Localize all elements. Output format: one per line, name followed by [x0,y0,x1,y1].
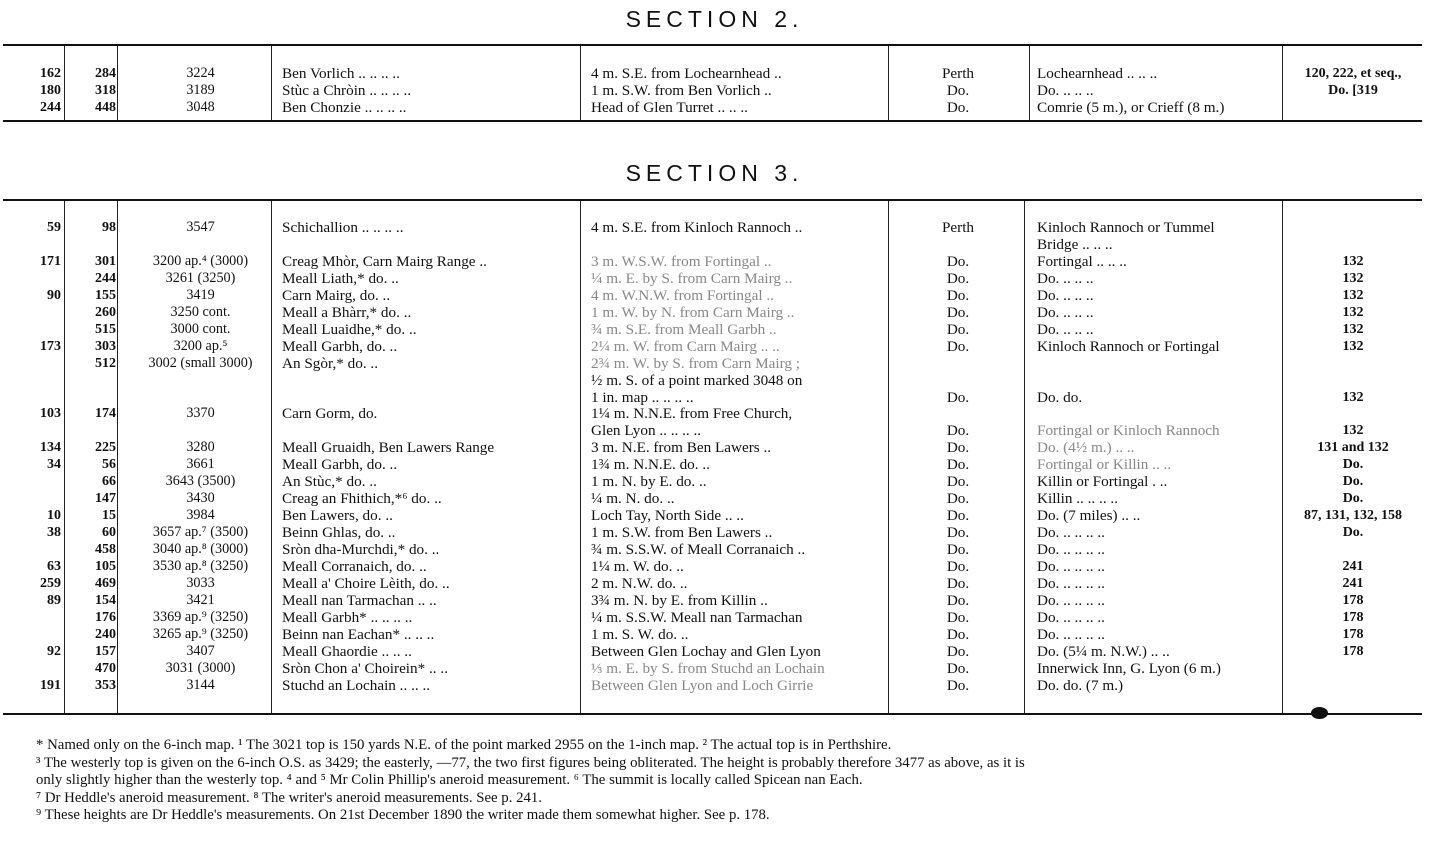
county-cell: Do. [946,642,970,660]
position-cell: 1¼ m. W. do. .. [591,558,684,575]
position-cell: Glen Lyon .. .. .. .. [591,422,702,440]
name-cell [282,236,572,253]
table-row [3,507,1422,524]
top-rank: 155 [95,287,116,303]
height-cell: 3000 cont. [170,320,231,337]
height-cell [133,422,268,439]
top-rank: 147 [95,491,116,507]
reference-cell: Do. [1342,491,1364,507]
peak-rank [3,422,61,439]
access-cell: Fortingal or Killin .. .. [1037,456,1172,474]
reference-cell [1284,372,1422,389]
height-cell: 3031 (3000) [165,659,236,676]
peak-rank [3,541,61,558]
county-cell [893,355,1023,372]
reference-cell: 178 [1342,626,1364,642]
position-cell: 3 m. N.E. from Ben Lawers .. [591,439,772,457]
reference-cell [1284,660,1422,677]
peak-rank [3,321,61,338]
table-row [3,372,1422,389]
peak-rank [3,473,61,490]
name-cell: Sròn Chon a' Choirein* .. .. [282,659,448,677]
table-row [3,355,1422,372]
reference-cell: 131 and 132 [1317,440,1389,456]
section-2-title: SECTION 2. [625,6,804,32]
access-cell: Lochearnhead .. .. .. [1037,65,1158,82]
height-cell: 3224 [186,65,215,81]
position-cell: Head of Glen Turret .. .. .. [591,99,748,116]
peak-rank [3,304,61,321]
access-cell: Do. .. .. .. .. [1037,558,1105,575]
top-rank: 512 [95,355,116,371]
height-cell: 3430 [186,490,215,507]
reference-cell [1284,405,1422,422]
county-cell: Do. [946,524,970,542]
height-cell: 3033 [186,574,215,591]
table-row [3,626,1422,643]
peak-rank [3,355,61,372]
access-cell: Kinloch Rannoch or Fortingal [1037,337,1220,355]
reference-cell: 87, 131, 132, 158 [1304,508,1402,524]
table-row [3,389,1422,406]
access-cell: Killin or Fortingal . .. [1037,473,1168,491]
top-rank [65,372,116,389]
table-row [3,660,1422,677]
county-cell: Do. [946,439,970,457]
position-cell: 1 in. map .. .. .. .. [591,388,694,406]
position-cell: ¾ m. S.S.W. of Meall Corranaich .. [591,541,806,559]
table-row [3,253,1422,270]
name-cell: Meall a Bhàrr,* do. .. [282,303,412,321]
top-rank: 105 [95,559,116,574]
county-cell: Do. [946,252,970,270]
position-cell: 2 m. N.W. do. .. [591,574,688,592]
reference-cell: 120, 222, et seq., [1304,66,1402,81]
top-rank: 225 [95,440,116,456]
access-cell [1037,405,1283,422]
height-cell: 3265 ap.⁹ (3250) [152,625,249,642]
table-row [3,456,1422,473]
access-cell: Do. do. (7 m.) [1037,676,1124,694]
name-cell: An Stùc,* do. .. [282,473,377,491]
position-cell: 1¾ m. N.N.E. do. .. [591,456,710,474]
peak-rank: 103 [40,406,61,422]
name-cell: Meall a' Choire Lèith, do. .. [282,574,450,592]
name-cell [282,389,572,406]
position-cell: 1 m. S.W. from Ben Vorlich .. [591,82,772,99]
peak-rank: 90 [47,287,61,303]
peak-rank [3,270,61,287]
reference-cell: 132 [1342,389,1364,405]
peak-rank: 259 [40,575,61,591]
peak-rank: 244 [40,100,61,115]
height-cell: 3280 [186,439,215,456]
position-cell: 1 m. S.W. from Ben Lawers .. [591,524,773,542]
county-cell: Do. [946,490,970,508]
position-cell: ½ m. S. of a point marked 3048 on [591,371,803,389]
top-rank [65,422,116,439]
position-cell: 2¾ m. W. by S. from Carn Mairg ; [591,354,800,372]
peak-rank: 191 [40,677,61,693]
county-cell [893,372,1023,389]
ink-blot [1311,707,1328,719]
peak-rank [3,626,61,643]
table-row [3,422,1422,439]
height-cell: 3643 (3500) [165,473,236,490]
reference-cell: 132 [1342,423,1364,439]
table-row [3,490,1422,507]
access-cell: Do. (4½ m.) .. .. [1037,439,1135,457]
position-cell: Between Glen Lochay and Glen Lyon [591,642,821,660]
position-cell: ¼ m. N. do. .. [591,490,675,508]
county-cell [893,236,1023,253]
name-cell: Ben Chonzie .. .. .. .. [282,99,407,116]
reference-cell: 132 [1342,304,1364,320]
footnote-line: only slightly higher than the westerly top. ⁴ and ⁵ Mr Colin Phillip's aneroid measurement. ⁶ The summit is locally called Spicean nan Each. [36,772,863,789]
reference-cell: Do. [1342,457,1364,473]
height-cell: 3547 [186,219,215,235]
table-row [3,99,1422,116]
position-cell: 1 m. S. W. do. .. [591,625,689,643]
peak-rank: 173 [40,338,61,354]
reference-cell: 132 [1342,253,1364,269]
access-cell: Do. .. .. .. .. [1037,524,1105,542]
reference-cell: 132 [1342,287,1364,303]
reference-cell: 132 [1342,338,1364,354]
name-cell: Meall Garbh, do. .. [282,337,398,355]
height-cell: 3369 ap.⁹ (3250) [152,608,249,625]
reference-cell: 132 [1342,270,1364,286]
access-cell [1037,355,1283,372]
table-row [3,219,1422,236]
access-cell: Do. .. .. .. .. [1037,625,1105,643]
height-cell: 3261 (3250) [165,269,236,286]
peak-rank [3,389,61,406]
peak-rank [3,660,61,677]
access-cell: Do. .. .. .. [1037,82,1094,99]
name-cell: Stùc a Chròin .. .. .. .. [282,82,412,99]
reference-cell [1284,677,1422,694]
top-rank: 66 [102,474,116,490]
top-rank: 353 [95,677,116,693]
height-cell: 3200 ap.⁵ [173,337,228,354]
table-row [3,82,1422,99]
table-row [3,321,1422,338]
county-cell: Do. [946,541,970,559]
height-cell: 3661 [186,456,215,473]
name-cell: Meall Ghaordie .. .. .. [282,642,412,660]
position-cell: 4 m. S.E. from Kinloch Rannoch .. [591,219,803,236]
name-cell: Creag Mhòr, Carn Mairg Range .. [282,252,487,270]
access-cell: Kinloch Rannoch or Tummel [1037,219,1215,236]
peak-rank: 162 [40,66,61,81]
reference-cell: 178 [1342,609,1364,625]
access-cell: Killin .. .. .. .. [1037,490,1119,508]
county-cell: Do. [946,608,970,626]
table-row [3,236,1422,253]
county-cell: Do. [946,99,970,116]
access-cell: Fortingal or Kinloch Rannoch [1037,422,1220,440]
access-cell: Do. (5¼ m. N.W.) .. .. [1037,642,1170,660]
position-cell: ⅓ m. E. by S. from Stuchd an Lochain [591,659,825,677]
name-cell: Meall Corranaich, do. .. [282,558,427,575]
name-cell: Carn Mairg, do. .. [282,286,391,304]
county-cell: Do. [946,422,970,440]
height-cell [133,372,268,389]
position-cell: Between Glen Lyon and Loch Girrie [591,676,814,694]
height-cell: 3419 [186,286,215,303]
height-cell: 3984 [186,507,215,524]
height-cell: 3189 [186,82,215,98]
top-rank: 448 [95,100,116,115]
reference-cell [1284,355,1422,372]
reference-cell [1284,219,1422,236]
access-cell: Do. .. .. .. .. [1037,541,1105,559]
position-cell: 1¼ m. N.N.E. from Free Church, [591,405,793,423]
top-rank: 301 [95,253,116,269]
top-rank: 244 [95,270,116,286]
name-cell: Beinn Ghlas, do. .. [282,524,396,542]
county-cell: Do. [946,82,970,99]
top-rank: 318 [95,83,116,98]
county-cell: Do. [946,625,970,643]
county-cell: Do. [946,286,970,304]
table-row [3,270,1422,287]
position-cell [591,236,889,253]
county-cell: Do. [946,507,970,525]
table-row [3,558,1422,575]
county-cell: Do. [946,676,970,694]
peak-rank [3,372,61,389]
height-cell: 3048 [186,99,215,115]
access-cell: Do. .. .. .. [1037,303,1094,321]
height-cell [133,236,268,253]
top-rank: 176 [95,609,116,625]
top-rank: 515 [95,321,116,337]
name-cell: Meall Gruaidh, Ben Lawers Range [282,439,495,457]
table-row [3,609,1422,626]
height-cell: 3657 ap.⁷ (3500) [152,524,249,541]
table-row [3,643,1422,660]
peak-rank: 171 [40,253,61,269]
height-cell: 3421 [186,591,215,608]
name-cell: Stuchd an Lochain .. .. .. [282,676,431,694]
access-cell: Do. do. [1037,388,1083,406]
county-cell: Do. [946,456,970,474]
access-cell: Comrie (5 m.), or Crieff (8 m.) [1037,99,1225,116]
access-cell: Bridge .. .. .. [1037,235,1113,253]
access-cell: Do. (7 miles) .. .. [1037,507,1141,525]
top-rank: 60 [102,525,116,541]
reference-cell: Do. [1342,474,1364,490]
table-row [3,338,1422,355]
table-row [3,439,1422,456]
peak-rank [3,236,61,253]
name-cell: Sròn dha-Murchdi,* do. .. [282,541,440,559]
height-cell: 3407 [186,642,215,659]
access-cell: Do. .. .. .. [1037,286,1094,304]
county-cell: Do. [946,558,970,575]
top-rank [65,389,116,406]
access-cell [1037,372,1283,389]
footnote-line: * Named only on the 6-inch map. ¹ The 3021 top is 150 yards N.E. of the point marked 2955 on the 1-inch map. ² The actual top is in Perthshire. [36,737,892,753]
height-cell: 3200 ap.⁴ (3000) [152,252,249,269]
reference-cell [1284,236,1422,253]
position-cell: 3 m. W.S.W. from Fortingal .. [591,252,772,270]
position-cell: Loch Tay, North Side .. .. [591,507,744,525]
name-cell: An Sgòr,* do. .. [282,354,379,372]
peak-rank: 10 [47,508,61,524]
position-cell: ¼ m. S.S.W. Meall nan Tarmachan [591,608,803,626]
top-rank [65,236,116,253]
position-cell: ¼ m. E. by S. from Carn Mairg .. [591,269,793,287]
position-cell: 2¼ m. W. from Carn Mairg .. .. [591,337,780,355]
peak-rank [3,490,61,507]
table-row [3,592,1422,609]
peak-rank: 92 [47,643,61,659]
footnote-line: ⁹ These heights are Dr Heddle's measurements. On 21st December 1890 the writer made them somewhat higher. See p. 178. [36,807,770,824]
peak-rank: 34 [47,457,61,473]
position-cell: 4 m. W.N.W. from Fortingal .. [591,286,774,304]
table-row [3,473,1422,490]
height-cell: 3530 ap.⁸ (3250) [152,558,249,574]
position-cell: 1 m. N. by E. do. .. [591,473,707,491]
top-rank: 157 [95,643,116,659]
county-cell: Do. [946,591,970,609]
top-rank: 303 [95,338,116,354]
footnote-line: ⁷ Dr Heddle's aneroid measurement. ⁸ The writer's aneroid measurements. See p. 241. [36,789,542,806]
name-cell: Creag an Fhithich,*⁶ do. .. [282,490,442,508]
access-cell: Do. .. .. .. [1037,269,1094,287]
footnote-line: ³ The westerly top is given on the 6-inch O.S. as 3429; the easterly, —77, the two first figures being obliterated. The height is probably therefore 3477 as above, as it is [36,754,1025,771]
county-cell: Do. [946,574,970,592]
county-cell: Do. [946,337,970,355]
table-row [3,405,1422,422]
county-cell: Perth [941,219,975,236]
top-rank: 469 [95,575,116,591]
reference-cell: 178 [1342,643,1364,659]
table-row [3,287,1422,304]
reference-cell: 178 [1342,592,1364,608]
top-rank: 260 [95,304,116,320]
peak-rank: 134 [40,440,61,456]
peak-rank: 38 [47,525,61,541]
name-cell [282,372,572,389]
name-cell: Beinn nan Eachan* .. .. .. [282,625,435,643]
reference-cell: 241 [1342,575,1364,591]
table-row [3,677,1422,694]
county-cell [893,405,1023,422]
section-2-top-rule [3,44,1422,46]
height-cell: 3002 (small 3000) [148,354,253,371]
top-rank: 284 [95,66,116,81]
name-cell: Schichallion .. .. .. .. [282,219,404,236]
top-rank: 458 [95,542,116,558]
county-cell: Do. [946,473,970,491]
reference-cell: 241 [1342,559,1364,574]
top-rank: 240 [95,626,116,642]
position-cell: 3¾ m. N. by E. from Killin .. [591,591,768,609]
top-rank: 174 [95,406,116,422]
name-cell: Meall Garbh* .. .. .. .. [282,608,413,626]
reference-cell: 132 [1342,321,1364,337]
access-cell: Innerwick Inn, G. Lyon (6 m.) [1037,659,1221,677]
county-cell: Perth [941,65,975,82]
table-row [3,304,1422,321]
peak-rank: 63 [47,559,61,574]
access-cell: Do. .. .. .. .. [1037,608,1105,626]
footnotes [36,737,1426,825]
position-cell: 1 m. W. by N. from Carn Mairg .. [591,303,795,321]
table-row [3,575,1422,592]
name-cell: Ben Lawers, do. .. [282,507,393,525]
reference-cell: Do. [319 [1328,83,1378,98]
top-rank: 154 [95,592,116,608]
name-cell: Meall Liath,* do. .. [282,269,399,287]
section-3-top-rule [3,199,1422,201]
name-cell [282,422,572,439]
position-cell: 4 m. S.E. from Lochearnhead .. [591,65,782,82]
section-3-bottom-rule [3,713,1422,715]
access-cell: Fortingal .. .. .. [1037,252,1127,270]
county-cell: Do. [946,303,970,321]
section-3-title: SECTION 3. [625,160,804,186]
table-row [3,65,1422,82]
reference-cell: Do. [1342,525,1364,541]
peak-rank: 89 [47,592,61,608]
top-rank: 470 [95,660,116,676]
peak-rank: 59 [47,220,61,235]
peak-rank: 180 [40,83,61,98]
height-cell: 3040 ap.⁸ (3000) [152,541,249,558]
table-row [3,541,1422,558]
top-rank: 98 [102,220,116,235]
section-2-bottom-rule [3,120,1422,122]
county-cell: Do. [946,388,970,406]
reference-cell [1284,99,1422,116]
height-cell: 3370 [186,405,215,422]
height-cell [133,389,268,406]
name-cell: Meall nan Tarmachan .. .. [282,591,437,609]
name-cell: Meall Garbh, do. .. [282,456,398,474]
height-cell: 3144 [186,676,215,693]
county-cell: Do. [946,320,970,338]
reference-cell [1284,541,1422,558]
county-cell: Do. [946,269,970,287]
peak-rank [3,609,61,626]
name-cell: Meall Luaidhe,* do. .. [282,320,417,338]
name-cell: Ben Vorlich .. .. .. .. [282,65,400,82]
position-cell: ¾ m. S.E. from Meall Garbh .. [591,320,777,338]
top-rank: 56 [102,457,116,473]
access-cell: Do. .. .. .. .. [1037,574,1105,592]
table-row [3,524,1422,541]
county-cell: Do. [946,659,970,677]
name-cell: Carn Gorm, do. [282,405,378,423]
top-rank: 15 [102,508,116,524]
height-cell: 3250 cont. [170,303,231,320]
access-cell: Do. .. .. .. .. [1037,591,1105,609]
access-cell: Do. .. .. .. [1037,320,1094,338]
